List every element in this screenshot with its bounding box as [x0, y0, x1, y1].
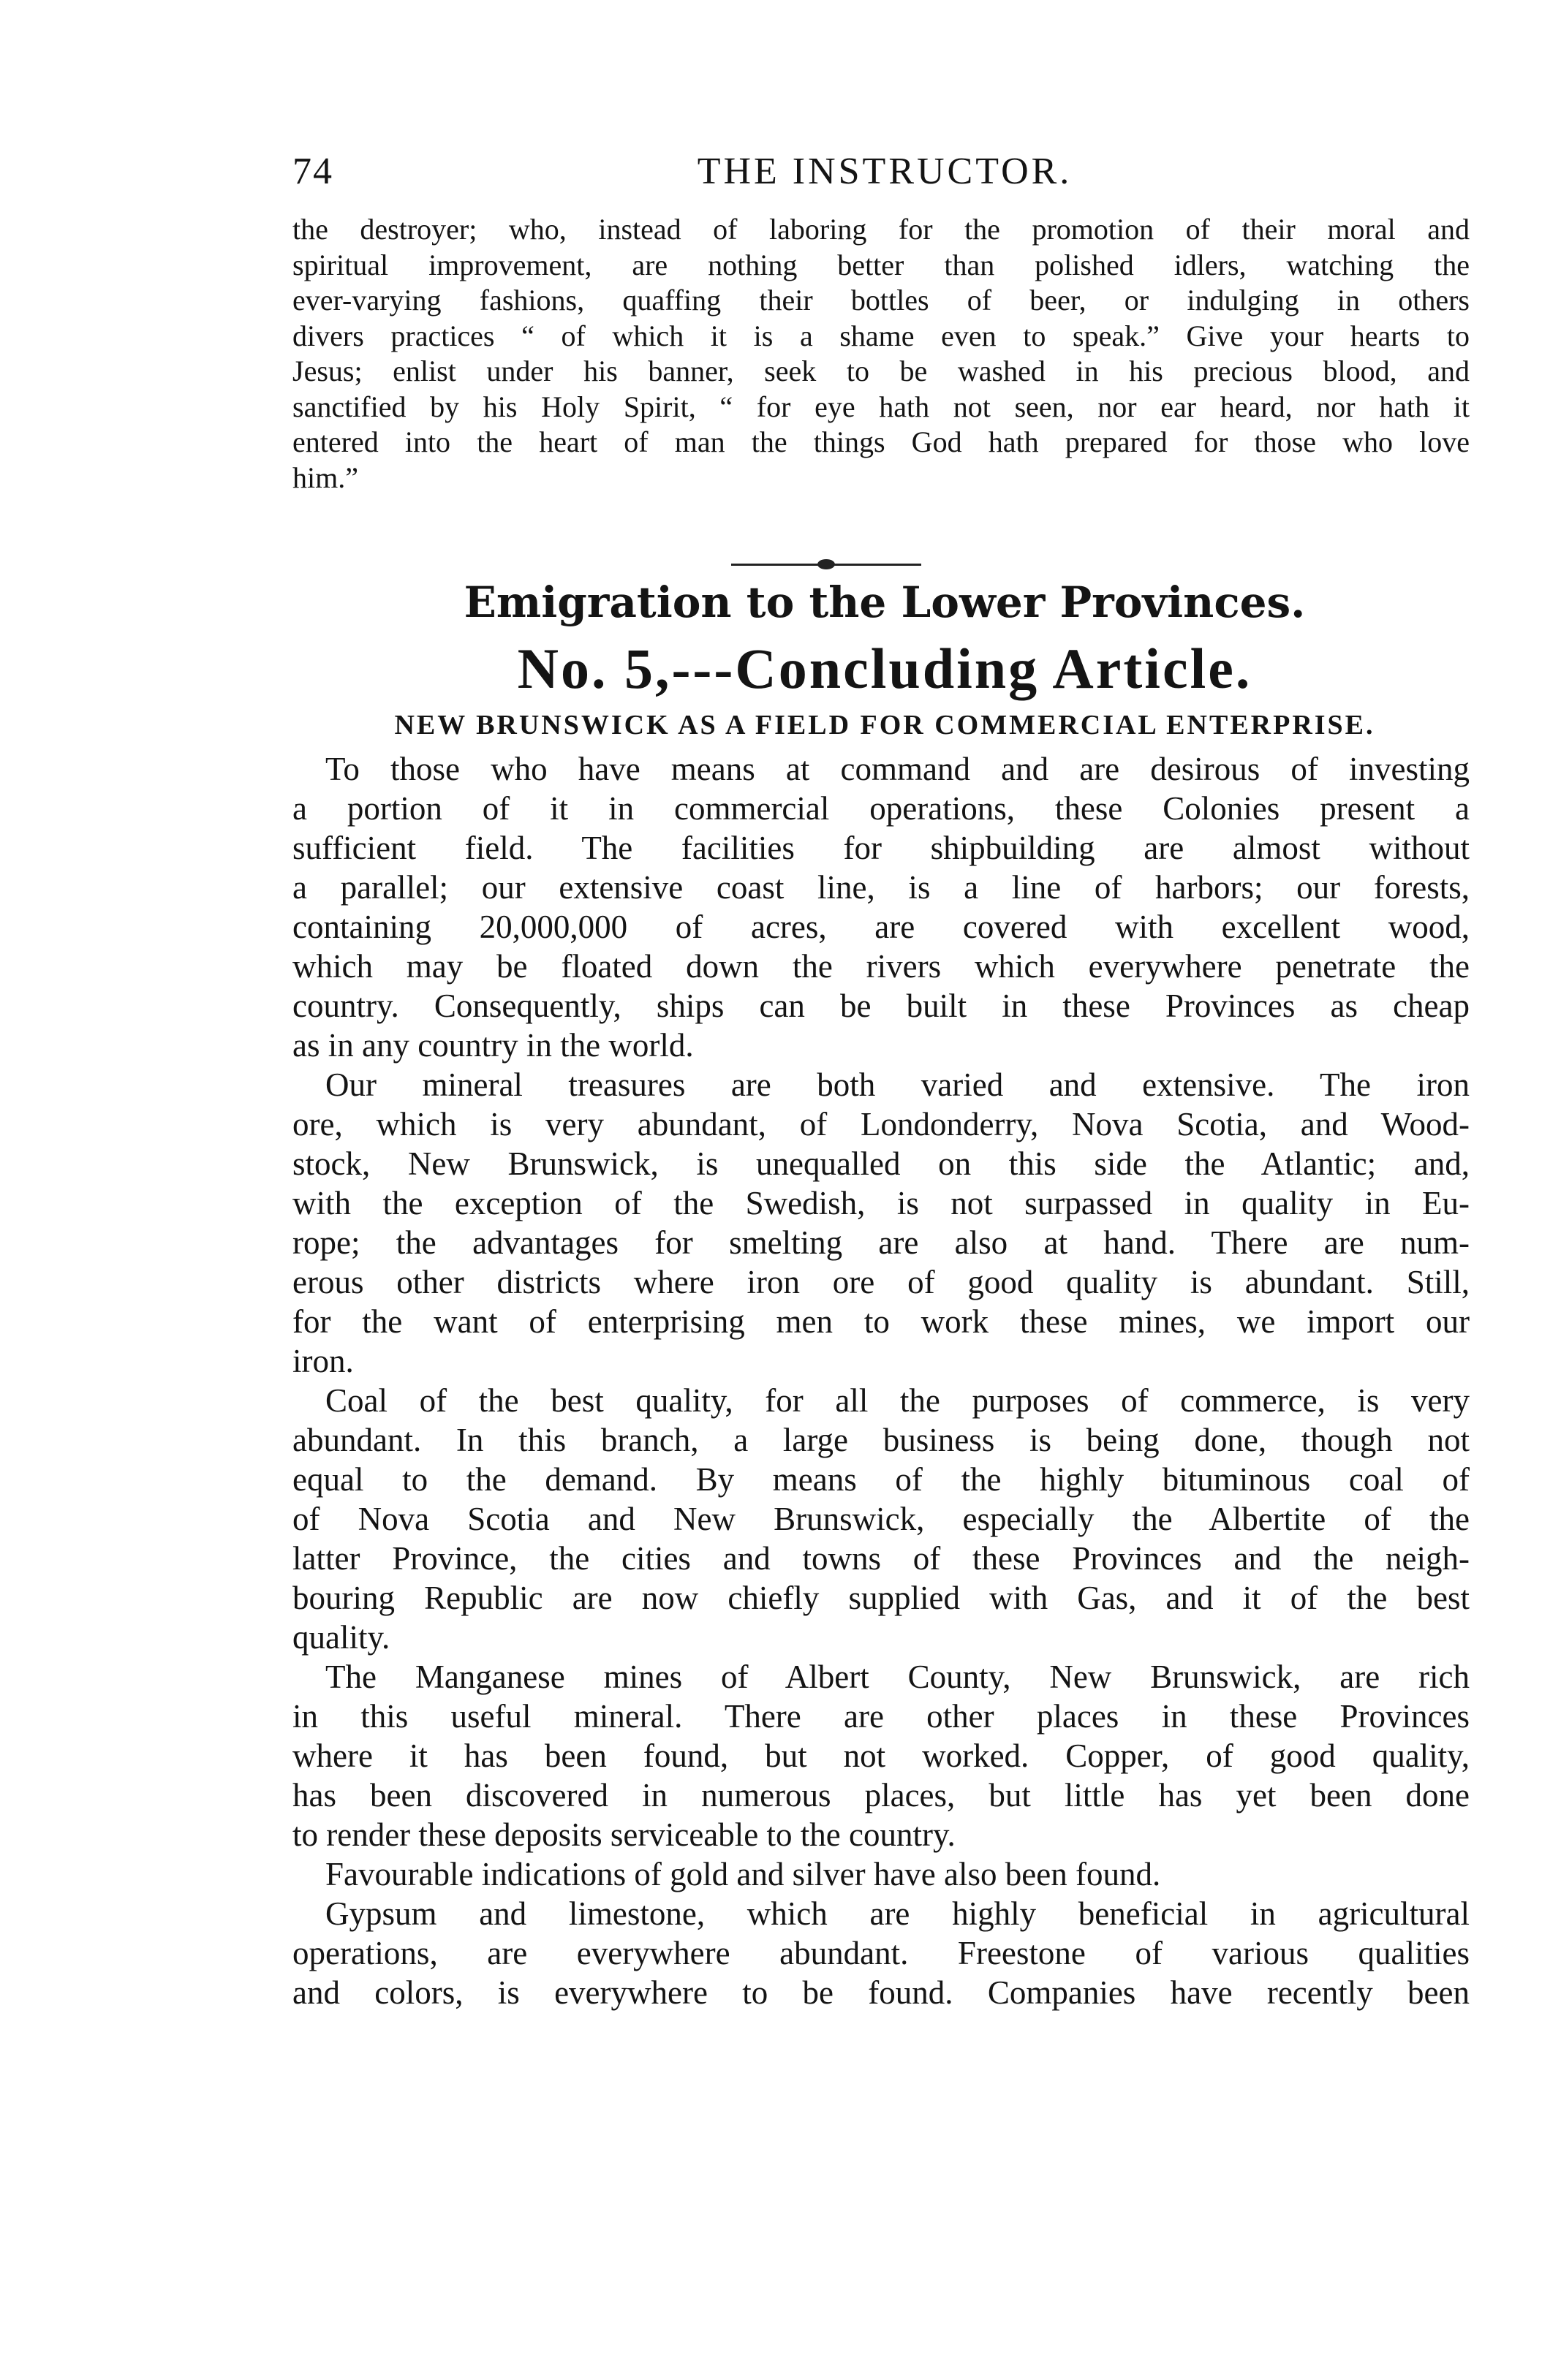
- text-line: Jesus; enlist under his banner, seek to be washed in his precious blood, and: [292, 355, 1470, 387]
- text-line: To those who have means at command and are desirous of investing: [325, 751, 1470, 787]
- text-line: Favourable indications of gold and silver have also been found.: [325, 1856, 1161, 1892]
- text-line: of Nova Scotia and New Brunswick, especially the Albertite of the: [292, 1501, 1470, 1537]
- divider-ornament: [817, 559, 835, 569]
- text-line: The Manganese mines of Albert County, New Brunswick, are rich: [325, 1659, 1470, 1695]
- page-header: [292, 150, 1477, 201]
- text-line: and colors, is everywhere to be found. Companies have recently been: [292, 1974, 1470, 2011]
- text-line: where it has been found, but not worked. Copper, of good quality,: [292, 1737, 1470, 1774]
- text-line: operations, are everywhere abundant. Freestone of various qualities: [292, 1935, 1470, 1971]
- text-line: the destroyer; who, instead of laboring for the promotion of their moral and: [292, 213, 1470, 246]
- text-line: a portion of it in commercial operations, these Colonies present a: [292, 790, 1470, 827]
- text-line: rope; the advantages for smelting are also at hand. There are num-: [292, 1224, 1470, 1261]
- text-line: containing 20,000,000 of acres, are covered with excellent wood,: [292, 909, 1470, 945]
- text-line: has been discovered in numerous places, but little has yet been done: [292, 1777, 1470, 1814]
- article-body: [292, 749, 1470, 2012]
- text-line: divers practices “ of which it is a shame even to speak.” Give your hearts to: [292, 319, 1470, 352]
- text-line: equal to the demand. By means of the highly bituminous coal of: [292, 1461, 1470, 1498]
- text-line: ever-varying fashions, quaffing their bottles of beer, or indulging in others: [292, 284, 1470, 317]
- text-line: which may be floated down the rivers which everywhere penetrate the: [292, 948, 1470, 985]
- text-line: quality.: [292, 1619, 390, 1656]
- series-title: Emigration to the Lower Provinces.: [464, 577, 1306, 627]
- text-line: sufficient field. The facilities for shipbuilding are almost without: [292, 830, 1470, 866]
- text-line: as in any country in the world.: [292, 1027, 694, 1064]
- text-line: with the exception of the Swedish, is not surpassed in quality in Eu-: [292, 1185, 1470, 1221]
- article-title: No. 5,---Concluding Article.: [517, 637, 1252, 700]
- intro-paragraph: [292, 212, 1470, 496]
- text-line: bouring Republic are now chiefly supplied with Gas, and it of the best: [292, 1580, 1470, 1616]
- running-title: THE INSTRUCTOR.: [697, 151, 1073, 192]
- text-line: latter Province, the cities and towns of these Provinces and the neigh-: [292, 1540, 1470, 1577]
- text-line: erous other districts where iron ore of good quality is abundant. Still,: [292, 1264, 1470, 1300]
- text-line: spiritual improvement, are nothing better than polished idlers, watching the: [292, 248, 1470, 281]
- text-line: in this useful mineral. There are other places in these Provinces: [292, 1698, 1470, 1735]
- text-line: stock, New Brunswick, is unequalled on this side the Atlantic; and,: [292, 1145, 1470, 1182]
- text-line: iron.: [292, 1343, 354, 1379]
- text-line: country. Consequently, ships can be built in these Provinces as cheap: [292, 988, 1470, 1024]
- text-line: him.”: [292, 461, 358, 494]
- text-line: Coal of the best quality, for all the purposes of commerce, is very: [325, 1382, 1470, 1419]
- text-line: for the want of enterprising men to work these mines, we import our: [292, 1303, 1470, 1340]
- text-line: Gypsum and limestone, which are highly beneficial in agricultural: [325, 1895, 1470, 1932]
- text-line: abundant. In this branch, a large business is being done, though not: [292, 1422, 1470, 1458]
- page-number: 74: [292, 151, 333, 192]
- text-line: ore, which is very abundant, of Londonderry, Nova Scotia, and Wood-: [292, 1106, 1470, 1142]
- text-line: a parallel; our extensive coast line, is a line of harbors; our forests,: [292, 869, 1470, 906]
- text-line: sanctified by his Holy Spirit, “ for eye hath not seen, nor ear heard, nor hath it: [292, 390, 1470, 423]
- section-divider: [731, 559, 921, 569]
- text-line: entered into the heart of man the things God hath prepared for those who love: [292, 425, 1470, 458]
- text-line: to render these deposits serviceable to the country.: [292, 1816, 956, 1853]
- text-line: Our mineral treasures are both varied and extensive. The iron: [325, 1066, 1470, 1103]
- article-subtitle: NEW BRUNSWICK AS A FIELD FOR COMMERCIAL ENTERPRISE.: [394, 710, 1375, 740]
